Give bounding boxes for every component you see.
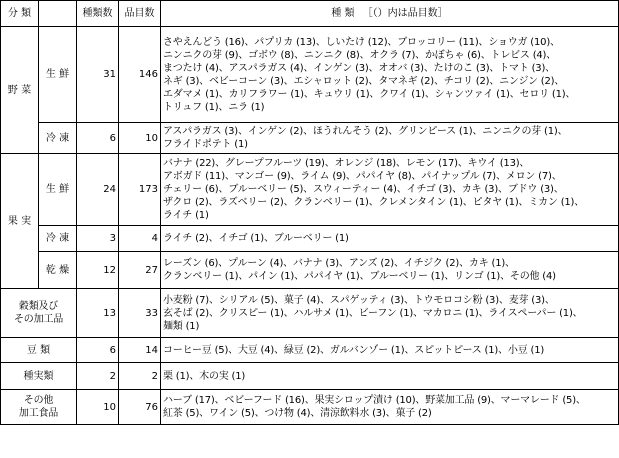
- detail-cell: ライチ (2)、イチゴ (1)、ブルーベリー (1): [161, 226, 619, 252]
- table-row-grain: [1, 289, 619, 338]
- category-cell: その他 加工食品: [1, 390, 77, 425]
- kinds-cell: 6: [77, 338, 119, 363]
- items-cell: 2: [119, 363, 161, 390]
- subcategory-cell: 乾 燥: [39, 252, 77, 289]
- header-kinds: 種類数: [77, 1, 119, 27]
- group-label-fruits: 果 実: [1, 154, 39, 289]
- kinds-cell: 2: [77, 363, 119, 390]
- header-detail: 種 類 ［（）内は品目数］: [161, 1, 619, 27]
- kinds-cell: 24: [77, 154, 119, 226]
- subcategory-cell: 生 鮮: [39, 154, 77, 226]
- header-category: 分 類: [1, 1, 39, 27]
- table-row-other: [1, 390, 619, 425]
- kinds-cell: 6: [77, 123, 119, 154]
- detail-cell: バナナ (22)、グレープフルーツ (19)、オレンジ (18)、レモン (17)、キウイ (13)、 アボガド (11)、マンゴー (9)、ライム (9)、パパイヤ (8)、パイナップル (7)、メロン (7)、 チェリー (6)、ブルーベリー (5)、スウィーティー (4)、イチゴ (3)、カキ (3)、ブドウ (3)、 ザクロ (2)、ラズベリー (2)、クランベリー (1)、クレメンタイン (1)、ピタヤ (1)、ミカン (1)、 ライチ (1): [161, 154, 619, 226]
- table-row-veg-fresh: [1, 27, 619, 123]
- category-cell: 穀類及び その加工品: [1, 289, 77, 338]
- detail-cell: 栗 (1)、木の実 (1): [161, 363, 619, 390]
- kinds-cell: 31: [77, 27, 119, 123]
- subcategory-cell: 冷 凍: [39, 226, 77, 252]
- table-row-nut: [1, 363, 619, 390]
- table-row-fruit-dried: [1, 252, 619, 289]
- items-cell: 4: [119, 226, 161, 252]
- detail-cell: ハーブ (17)、ベビーフード (16)、果実シロップ漬け (10)、野菜加工品 (9)、マーマレード (5)、 紅茶 (5)、ワイン (5)、つけ物 (4)、清涼飲料水 (3)、菓子 (2): [161, 390, 619, 425]
- items-cell: 173: [119, 154, 161, 226]
- items-cell: 76: [119, 390, 161, 425]
- kinds-cell: 3: [77, 226, 119, 252]
- items-cell: 33: [119, 289, 161, 338]
- header-subcategory: [39, 1, 77, 27]
- detail-cell: 小麦粉 (7)、シリアル (5)、菓子 (4)、スパゲッティ (3)、トウモロコシ粉 (3)、麦芽 (3)、 玄そば (2)、クリスピー (1)、ハルサメ (1)、ビーフン (1)、マカロニ (1)、ライスペーパー (1)、 麺類 (1): [161, 289, 619, 338]
- subcategory-cell: 冷 凍: [39, 123, 77, 154]
- table-row-fruit-frozen: [1, 226, 619, 252]
- group-label-vegetables: 野 菜: [1, 27, 39, 154]
- detail-cell: レーズン (6)、プルーン (4)、バナナ (3)、アンズ (2)、イチジク (2)、カキ (1)、 クランベリー (1)、パイン (1)、パパイヤ (1)、ブルーベリー (1)、リンゴ (1)、その他 (4): [161, 252, 619, 289]
- detail-cell: アスパラガス (3)、インゲン (2)、ほうれんそう (2)、グリンピース (1)、ニンニクの芽 (1)、 フライドポテト (1): [161, 123, 619, 154]
- kinds-cell: 12: [77, 252, 119, 289]
- subcategory-cell: 生 鮮: [39, 27, 77, 123]
- table-row-bean: [1, 338, 619, 363]
- table-row-fruit-fresh: [1, 154, 619, 226]
- detail-cell: コーヒー豆 (5)、大豆 (4)、緑豆 (2)、ガルバンゾー (1)、スピットピース (1)、小豆 (1): [161, 338, 619, 363]
- table-row-veg-frozen: [1, 123, 619, 154]
- items-cell: 146: [119, 27, 161, 123]
- items-cell: 10: [119, 123, 161, 154]
- category-cell: 豆 類: [1, 338, 77, 363]
- items-cell: 14: [119, 338, 161, 363]
- kinds-cell: 13: [77, 289, 119, 338]
- category-cell: 種実類: [1, 363, 77, 390]
- items-cell: 27: [119, 252, 161, 289]
- header-items: 品目数: [119, 1, 161, 27]
- kinds-cell: 10: [77, 390, 119, 425]
- detail-cell: さやえんどう (16)、パプリカ (13)、しいたけ (12)、ブロッコリー (11)、ショウガ (10)、 ニンニクの芽 (9)、ゴボウ (8)、ニンニク (8)、オクラ (7)、かぼちゃ (6)、トレビス (4)、 まつたけ (4)、アスパラガス (4)、インゲン (3)、オオバ (3)、たけのこ (3)、トマト (3)、 ネギ (3)、ベビーコーン (3)、エシャロット (2)、タマネギ (2)、チコリ (2)、ニンジン (2)、 エダマメ (1)、カリフラワー (1)、キュウリ (1)、クワイ (1)、シャンツァイ (1)、セロリ (1)、 トリュフ (1)、ニラ (1): [161, 27, 619, 123]
- header-row: [1, 1, 619, 27]
